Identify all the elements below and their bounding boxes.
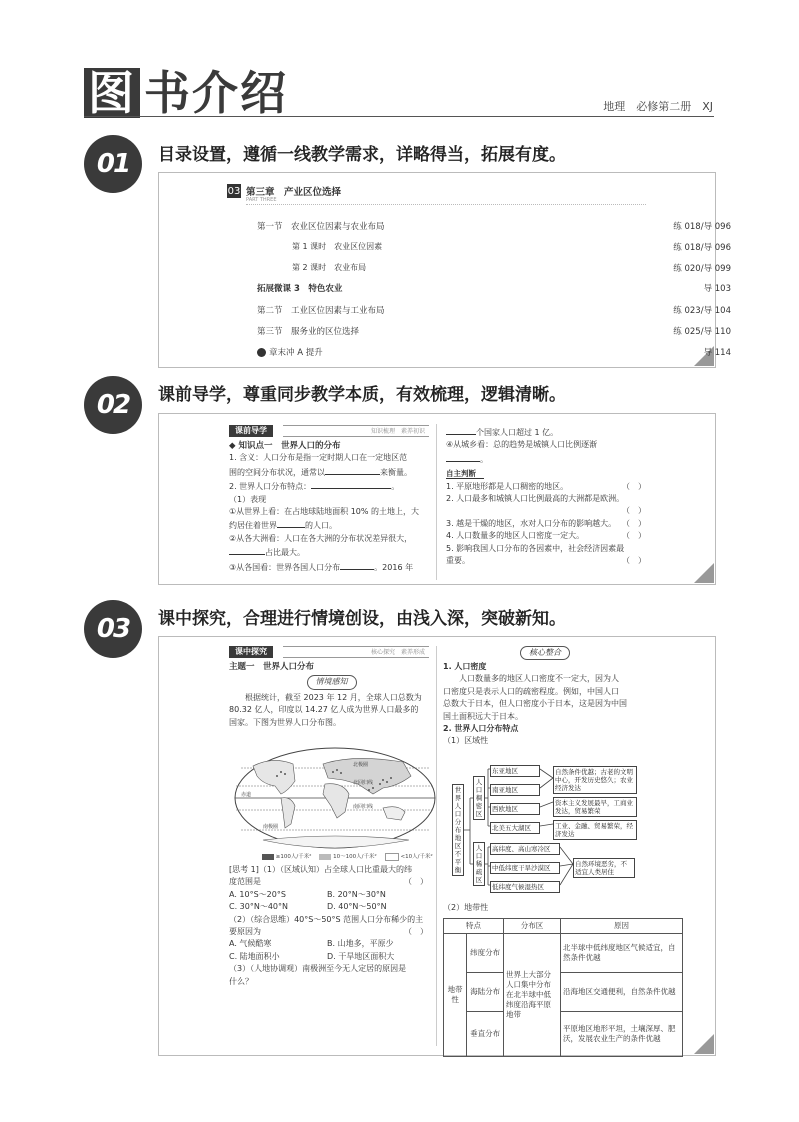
toc-item[interactable]: 第三节 服务业的区位选择 [257,327,360,337]
text-line: （1）表现 [229,494,267,504]
diagram-great-lakes: 北美五大湖区 [490,822,540,834]
fill-blank[interactable] [325,465,380,475]
logo-char-1: 图 [84,68,140,118]
antarctica [263,836,409,848]
equator-label: 赤道 [241,792,252,798]
judge-item: 5. 影响我国人口分布的各因素中，社会经济因素最 [446,543,625,553]
toc-item[interactable]: 拓展微课 3 特色农业 [257,284,343,294]
legend-item: ≥100人/千米² [262,852,311,861]
option-b[interactable]: B. 山地多，平原少 [327,939,394,949]
world-population-map [233,746,438,849]
chapter-title: 第三章 产业区位选择 [246,187,342,198]
toc-page: 练 018/导 096 [673,222,731,232]
table-cell-zonal: 地带性 [444,934,467,1057]
table-cell-key: 垂直分布 [467,1012,504,1057]
option-row [229,901,434,913]
section-badge-03: 03 [84,600,142,658]
diagram-south-asia: 南亚地区 [490,784,540,796]
text-line: 根据统计，截至 2023 年 12 月，全球人口总数为 [245,692,422,702]
diagram-reason-1: 自然条件优越；古老的文明中心，开发历史悠久；农业经济发达 [553,766,637,794]
text-line: 总数大于日本，但人口密度小于日本，这是因为中国 [443,699,627,709]
legend-item: <10人/千米² [385,852,433,861]
table-header: 特点 [444,919,504,934]
part-label: PART THREE [246,197,277,203]
judge-item: 3. 越是干燥的地区，水对人口分布的影响越大。 （ ） [446,518,646,530]
diagram-west-europe: 西欧地区 [490,803,540,815]
core-heading: 核心整合 [520,646,570,660]
header-divider [84,116,714,117]
core-subheading: （2）地带性 [443,903,489,912]
explore-left-column [229,661,434,729]
question-line: 什么？ [229,976,253,986]
table-cell-reason: 沿海地区交通便利，自然条件优越 [561,973,683,1012]
judge-item: 4. 人口数量多的地区人口密度一定大。 （ ） [446,530,646,542]
answer-paren[interactable]: （ ） [622,518,646,528]
toc-item[interactable]: 第 1 课时 农业区位因素 [292,242,383,251]
table-cell-reason: 平原地区地形平坦，土壤深厚、肥沃，发展农业生产的条件优越 [561,1012,683,1057]
section-title-01: 目录设置，遵循一线教学需求，详略得当，拓展有度。 [158,145,566,165]
legend-swatch [262,854,274,860]
answer-paren[interactable]: （ ） [622,556,646,566]
answer-paren[interactable]: （ ） [622,481,646,491]
question-line: （2）（综合思维）40°S～50°S 范围人口分布稀少的主 [229,914,424,924]
core-text [443,661,683,748]
fill-blank[interactable] [446,425,476,435]
page-fold [694,563,714,583]
fill-blank[interactable] [311,479,391,489]
diagram-humid: 低纬度气候湿热区 [490,881,560,893]
option-c[interactable]: C. 陆地面积小 [229,951,280,961]
tropic-n-label: 北回归线 [353,780,374,786]
toc-page: 练 020/导 099 [673,264,731,274]
toc-item-label: 章末冲 A 提升 [269,348,323,358]
section-bar-tags: 核心探究 素养形成 [283,646,429,658]
text-line: ③从各国看：世界各国人口分布 。2016 年 [229,560,434,574]
fill-blank[interactable] [446,452,480,462]
antarctic-label: 南极圈 [263,824,279,830]
text-line: 国家。下图为世界人口分布图。 [229,717,341,727]
diagram-sparse-reason: 自然环境恶劣，不适宜人类居住 [573,858,635,878]
question-line: [思考 1]（1）（区域认知）占全球人口比重最大的纬 [229,865,412,874]
table-cell-key: 海陆分布 [467,973,504,1012]
logo-char-2: 书 [144,66,192,120]
core-subheading: 2. 世界人口分布特点 [443,724,519,734]
table-row [444,1012,683,1057]
toc-panel [158,172,716,368]
legend-item: 10～100人/千米² [319,852,376,861]
text-line: 围的空间分布状况，通常以 来衡量。 [229,465,434,479]
table-header: 分布区 [504,919,561,934]
answer-paren[interactable]: （ ） [622,506,646,516]
toc-item[interactable]: 第 2 课时 农业布局 [292,263,367,272]
diagram-dense: 人口稠密区 [473,776,485,820]
column-divider [436,424,437,580]
judge-heading: 自主判断 [446,469,484,479]
diagram-desert: 中低纬度干旱沙漠区 [490,862,560,874]
subject-label: 地理 必修第二册 XJ [603,100,713,113]
explore-questions [229,864,434,988]
book-intro-logo [84,68,288,118]
option-b[interactable]: B. 20°N～30°N [327,889,386,899]
option-c[interactable]: C. 30°N～40°N [229,902,288,912]
judge-item [446,505,646,517]
text-line: 占比最大。 [229,545,434,559]
text-line: 口密度只是表示人口的疏密程度。例如，中国人口 [443,686,619,696]
text-line: 国土面积远大于日本。 [443,711,523,721]
fill-blank[interactable] [229,545,265,555]
toc-page: 导 114 [703,348,731,358]
text-line: 个国家人口超过 1 亿。 [446,425,646,439]
logo-char-4: 绍 [240,66,288,120]
zonal-table [443,918,683,1057]
toc-page: 练 025/导 110 [673,327,731,337]
diagram-east-asia: 东亚地区 [490,765,540,777]
text-line: 人口数量多的地区人口密度不一定大，因为人 [459,674,619,684]
legend-swatch [385,853,399,861]
diagram-sparse: 人口稀疏区 [473,842,485,886]
diagram-connectors [440,760,650,900]
answer-paren[interactable]: （ ） [404,877,428,887]
topic-title: 主题一 世界人口分布 [229,662,315,672]
judge-item: 2. 人口最多和城镇人口比例最高的大洲都是欧洲。 [446,494,625,504]
text-line: ①从世界上看：在占地球陆地面积 10% 的土地上，大 [229,507,420,517]
table-cell-area: 世界上大部分人口集中分布在北半球中低纬度沿海平原地带 [504,934,561,1057]
map-legend [262,852,433,861]
text-line: ④从城乡看：总的趋势是城镇人口比例逐渐 [446,440,598,450]
toc-item[interactable]: 第二节 工业区位因素与工业布局 [257,306,385,316]
page-fold [694,1034,714,1054]
option-d[interactable]: D. 40°N～50°N [327,902,387,912]
section-bar-tags: 知识梳理 素养初识 [283,425,429,437]
bullet-icon [257,348,266,357]
section-title-03: 课中探究，合理进行情境创设，由浅入深，突破新知。 [158,609,566,629]
section-title-02: 课前导学，尊重同步教学本质，有效梳理，逻辑清晰。 [158,385,566,405]
text-line: 约居住着世界 的人口。 [229,518,434,532]
chapter-divider [246,204,646,205]
text-line: 2. 世界人口分布特点： 。 [229,479,434,493]
table-row [444,934,683,973]
text-line: 80.32 亿人，印度以 14.27 亿人成为世界人口最多的 [229,705,419,715]
situation-heading: 情境感知 [307,675,357,689]
toc-page: 练 023/导 104 [673,306,731,316]
question-line: 要原因为 （ ） [229,926,434,938]
section-bar: 课中探究 [229,646,273,658]
toc-item-review[interactable] [257,346,323,358]
option-row [229,951,434,963]
judge-item: 1. 平原地形都是人口稠密的地区。 （ ） [446,481,646,493]
arctic-label: 北极圈 [353,762,369,768]
option-d[interactable]: D. 干旱地区面积大 [327,951,395,961]
legend-swatch [319,854,331,860]
diagram-cold: 高纬度、高山寒冷区 [490,843,560,855]
text-line: ②从各大洲看：人口在各大洲的分布状况差异很大， [229,533,413,543]
knowledge-point: ◆ 知识点一 世界人口的分布 [229,441,341,451]
table-header: 原因 [561,919,683,934]
table-cell-reason: 北半球中低纬度地区气候适宜，自然条件优越 [561,934,683,973]
diagram-root: 世界人口分布地区不平衡 [452,784,464,876]
section-badge-02: 02 [84,376,142,434]
answer-paren[interactable]: （ ） [622,531,646,541]
option-a[interactable]: A. 气候酷寒 [229,939,272,949]
question-line: （3）（人地协调观）南极洲至今无人定居的原因是 [229,964,407,974]
option-row [229,889,434,901]
diagram-reason-2: 资本主义发展最早，工商业发达，贸易繁荣 [553,797,637,817]
text-line: 1. 含义：人口分布是指一定时期人口在一定地区范 [229,453,408,463]
question-line: 度范围是 （ ） [229,876,434,888]
answer-paren[interactable]: （ ） [404,927,428,937]
chapter-number: 03 [227,185,241,197]
table-header-row [444,919,683,934]
toc-page: 练 018/导 096 [673,243,731,253]
table-row [444,973,683,1012]
toc-page: 导 103 [703,284,731,294]
judge-item: 重要。 （ ） [446,555,646,567]
core-subheading: （1）区域性 [443,736,489,746]
toc-item[interactable]: 第一节 农业区位因素与农业布局 [257,222,385,232]
preview-right-column [446,425,646,567]
option-row [229,938,434,950]
fill-blank[interactable] [277,518,305,528]
logo-char-3: 介 [192,66,240,120]
option-a[interactable]: A. 10°S～20°S [229,889,286,899]
preview-left-column [229,440,434,574]
section-bar: 课前导学 [229,425,273,437]
diagram-reason-3: 工业、金融、贸易繁荣，经济发达 [553,820,637,840]
fill-blank[interactable] [340,560,374,570]
core-subheading: 1. 人口密度 [443,662,487,671]
text-line: 。 [446,452,646,466]
tropic-s-label: 南回归线 [353,804,374,810]
table-cell-key: 纬度分布 [467,934,504,973]
section-badge-01: 01 [84,135,142,193]
